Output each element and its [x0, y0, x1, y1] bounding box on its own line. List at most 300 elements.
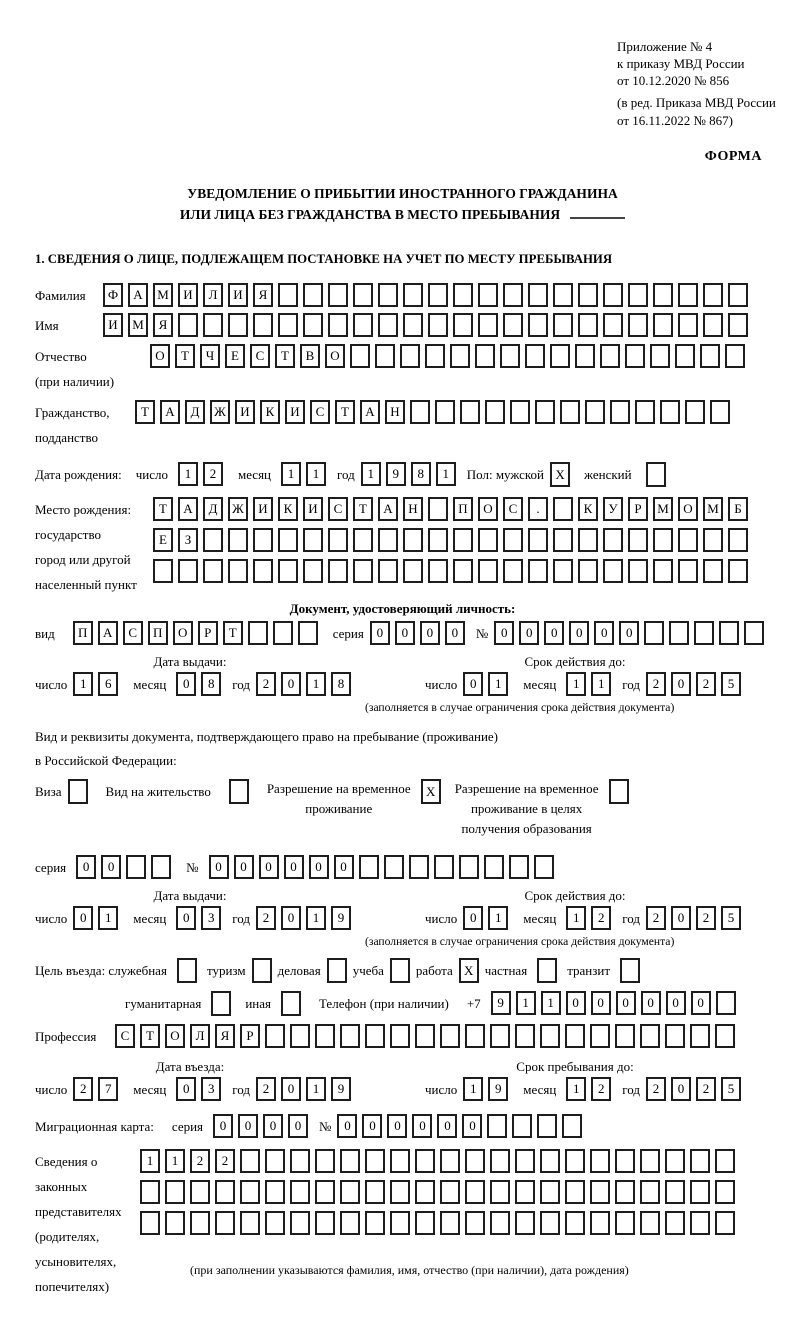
char-cell[interactable]	[690, 1211, 710, 1235]
char-cell[interactable]	[590, 1180, 610, 1204]
char-cell[interactable]	[353, 283, 373, 307]
char-cell[interactable]	[537, 1114, 557, 1138]
char-cell[interactable]	[525, 344, 545, 368]
char-cell[interactable]	[278, 283, 298, 307]
official-checkbox[interactable]	[177, 958, 197, 983]
char-cell[interactable]: 0	[238, 1114, 258, 1138]
char-cell[interactable]	[350, 344, 370, 368]
char-cell[interactable]	[253, 313, 273, 337]
char-cell[interactable]: 0	[671, 1077, 691, 1101]
char-cell[interactable]	[487, 1114, 507, 1138]
char-cell[interactable]	[303, 283, 323, 307]
char-cell[interactable]: 9	[331, 1077, 351, 1101]
char-cell[interactable]: 0	[288, 1114, 308, 1138]
char-cell[interactable]: А	[98, 621, 118, 645]
char-cell[interactable]	[253, 528, 273, 552]
char-cell[interactable]: Ч	[200, 344, 220, 368]
char-cell[interactable]	[190, 1180, 210, 1204]
char-cell[interactable]	[719, 621, 739, 645]
char-cell[interactable]	[653, 283, 673, 307]
char-cell[interactable]: 1	[98, 906, 118, 930]
char-cell[interactable]: 5	[721, 906, 741, 930]
char-cell[interactable]: Д	[185, 400, 205, 424]
char-cell[interactable]	[553, 497, 573, 521]
char-cell[interactable]	[440, 1180, 460, 1204]
char-cell[interactable]: 1	[178, 462, 198, 486]
char-cell[interactable]: И	[103, 313, 123, 337]
char-cell[interactable]	[690, 1024, 710, 1048]
char-cell[interactable]	[653, 313, 673, 337]
char-cell[interactable]	[465, 1180, 485, 1204]
char-cell[interactable]: 0	[309, 855, 329, 879]
char-cell[interactable]: 0	[566, 991, 586, 1015]
char-cell[interactable]: 0	[387, 1114, 407, 1138]
char-cell[interactable]: 0	[569, 621, 589, 645]
char-cell[interactable]	[615, 1180, 635, 1204]
char-cell[interactable]: Л	[190, 1024, 210, 1048]
char-cell[interactable]: 1	[566, 906, 586, 930]
char-cell[interactable]: 0	[412, 1114, 432, 1138]
char-cell[interactable]: О	[150, 344, 170, 368]
char-cell[interactable]: 0	[544, 621, 564, 645]
char-cell[interactable]: 0	[76, 855, 96, 879]
char-cell[interactable]	[590, 1024, 610, 1048]
char-cell[interactable]	[553, 559, 573, 583]
char-cell[interactable]: Т	[223, 621, 243, 645]
char-cell[interactable]: Е	[153, 528, 173, 552]
char-cell[interactable]	[503, 528, 523, 552]
char-cell[interactable]	[650, 344, 670, 368]
char-cell[interactable]	[440, 1149, 460, 1173]
char-cell[interactable]: З	[178, 528, 198, 552]
char-cell[interactable]: 2	[696, 906, 716, 930]
char-cell[interactable]: Т	[175, 344, 195, 368]
char-cell[interactable]: М	[703, 497, 723, 521]
char-cell[interactable]	[298, 621, 318, 645]
char-cell[interactable]	[400, 344, 420, 368]
char-cell[interactable]	[585, 400, 605, 424]
char-cell[interactable]	[215, 1211, 235, 1235]
char-cell[interactable]	[450, 344, 470, 368]
male-checkbox[interactable]: X	[550, 462, 570, 487]
char-cell[interactable]	[178, 559, 198, 583]
char-cell[interactable]: О	[165, 1024, 185, 1048]
char-cell[interactable]: А	[178, 497, 198, 521]
char-cell[interactable]	[265, 1211, 285, 1235]
char-cell[interactable]: 6	[98, 672, 118, 696]
char-cell[interactable]: С	[123, 621, 143, 645]
char-cell[interactable]	[435, 400, 455, 424]
char-cell[interactable]: 1	[306, 672, 326, 696]
char-cell[interactable]: 2	[591, 1077, 611, 1101]
temp-res-checkbox[interactable]: X	[421, 779, 441, 804]
char-cell[interactable]	[690, 1180, 710, 1204]
char-cell[interactable]: 1	[436, 462, 456, 486]
char-cell[interactable]	[365, 1149, 385, 1173]
char-cell[interactable]	[503, 313, 523, 337]
char-cell[interactable]	[725, 344, 745, 368]
char-cell[interactable]	[328, 559, 348, 583]
char-cell[interactable]	[203, 313, 223, 337]
char-cell[interactable]: М	[653, 497, 673, 521]
char-cell[interactable]: 0	[594, 621, 614, 645]
char-cell[interactable]: Б	[728, 497, 748, 521]
char-cell[interactable]	[640, 1211, 660, 1235]
char-cell[interactable]	[365, 1180, 385, 1204]
char-cell[interactable]	[644, 621, 664, 645]
char-cell[interactable]	[715, 1024, 735, 1048]
female-checkbox[interactable]	[646, 462, 666, 487]
char-cell[interactable]	[710, 400, 730, 424]
char-cell[interactable]: 0	[209, 855, 229, 879]
char-cell[interactable]: Я	[153, 313, 173, 337]
char-cell[interactable]: С	[328, 497, 348, 521]
char-cell[interactable]: А	[360, 400, 380, 424]
char-cell[interactable]	[703, 559, 723, 583]
char-cell[interactable]	[715, 1211, 735, 1235]
char-cell[interactable]	[403, 283, 423, 307]
char-cell[interactable]	[390, 1024, 410, 1048]
char-cell[interactable]	[578, 283, 598, 307]
char-cell[interactable]: 0	[334, 855, 354, 879]
char-cell[interactable]: Т	[353, 497, 373, 521]
char-cell[interactable]	[653, 528, 673, 552]
char-cell[interactable]	[328, 283, 348, 307]
char-cell[interactable]: В	[300, 344, 320, 368]
char-cell[interactable]	[403, 528, 423, 552]
char-cell[interactable]	[628, 283, 648, 307]
char-cell[interactable]: Т	[135, 400, 155, 424]
business-checkbox[interactable]	[327, 958, 347, 983]
char-cell[interactable]: 0	[619, 621, 639, 645]
char-cell[interactable]: К	[278, 497, 298, 521]
char-cell[interactable]	[151, 855, 171, 879]
char-cell[interactable]	[503, 283, 523, 307]
char-cell[interactable]	[625, 344, 645, 368]
char-cell[interactable]	[240, 1211, 260, 1235]
char-cell[interactable]	[340, 1180, 360, 1204]
char-cell[interactable]: И	[228, 283, 248, 307]
char-cell[interactable]	[428, 497, 448, 521]
char-cell[interactable]	[453, 559, 473, 583]
char-cell[interactable]: 0	[234, 855, 254, 879]
char-cell[interactable]	[290, 1211, 310, 1235]
char-cell[interactable]: Р	[240, 1024, 260, 1048]
char-cell[interactable]	[500, 344, 520, 368]
char-cell[interactable]: С	[503, 497, 523, 521]
char-cell[interactable]: 0	[370, 621, 390, 645]
char-cell[interactable]: 9	[331, 906, 351, 930]
char-cell[interactable]: О	[478, 497, 498, 521]
char-cell[interactable]	[550, 344, 570, 368]
char-cell[interactable]	[510, 400, 530, 424]
char-cell[interactable]	[640, 1149, 660, 1173]
char-cell[interactable]	[716, 991, 736, 1015]
other-checkbox[interactable]	[281, 991, 301, 1016]
char-cell[interactable]	[303, 559, 323, 583]
char-cell[interactable]	[628, 313, 648, 337]
char-cell[interactable]: И	[235, 400, 255, 424]
char-cell[interactable]: 0	[101, 855, 121, 879]
char-cell[interactable]	[578, 559, 598, 583]
char-cell[interactable]	[628, 528, 648, 552]
char-cell[interactable]	[694, 621, 714, 645]
char-cell[interactable]	[540, 1024, 560, 1048]
char-cell[interactable]	[490, 1211, 510, 1235]
char-cell[interactable]	[453, 528, 473, 552]
char-cell[interactable]: 5	[721, 672, 741, 696]
char-cell[interactable]: О	[173, 621, 193, 645]
char-cell[interactable]: 0	[445, 621, 465, 645]
char-cell[interactable]: 9	[491, 991, 511, 1015]
char-cell[interactable]: 0	[337, 1114, 357, 1138]
char-cell[interactable]	[390, 1211, 410, 1235]
char-cell[interactable]: 0	[462, 1114, 482, 1138]
char-cell[interactable]: 2	[256, 906, 276, 930]
char-cell[interactable]	[303, 313, 323, 337]
char-cell[interactable]	[478, 528, 498, 552]
char-cell[interactable]: 0	[671, 672, 691, 696]
char-cell[interactable]: 0	[176, 672, 196, 696]
char-cell[interactable]: 8	[411, 462, 431, 486]
char-cell[interactable]: К	[260, 400, 280, 424]
char-cell[interactable]	[278, 528, 298, 552]
char-cell[interactable]	[378, 313, 398, 337]
char-cell[interactable]	[560, 400, 580, 424]
char-cell[interactable]	[465, 1211, 485, 1235]
char-cell[interactable]: 1	[591, 672, 611, 696]
char-cell[interactable]	[660, 400, 680, 424]
char-cell[interactable]: 1	[140, 1149, 160, 1173]
char-cell[interactable]	[365, 1211, 385, 1235]
char-cell[interactable]: 0	[281, 906, 301, 930]
visa-checkbox[interactable]	[68, 779, 88, 804]
char-cell[interactable]	[490, 1024, 510, 1048]
char-cell[interactable]: 8	[331, 672, 351, 696]
char-cell[interactable]	[603, 559, 623, 583]
char-cell[interactable]	[615, 1149, 635, 1173]
char-cell[interactable]	[365, 1024, 385, 1048]
char-cell[interactable]	[534, 855, 554, 879]
char-cell[interactable]: К	[578, 497, 598, 521]
char-cell[interactable]	[315, 1024, 335, 1048]
char-cell[interactable]	[728, 283, 748, 307]
char-cell[interactable]	[390, 1149, 410, 1173]
private-checkbox[interactable]	[537, 958, 557, 983]
char-cell[interactable]	[640, 1180, 660, 1204]
char-cell[interactable]: 0	[591, 991, 611, 1015]
char-cell[interactable]	[715, 1149, 735, 1173]
char-cell[interactable]	[484, 855, 504, 879]
char-cell[interactable]	[375, 344, 395, 368]
char-cell[interactable]: Р	[198, 621, 218, 645]
char-cell[interactable]	[440, 1024, 460, 1048]
char-cell[interactable]	[290, 1149, 310, 1173]
char-cell[interactable]	[603, 283, 623, 307]
char-cell[interactable]: 0	[519, 621, 539, 645]
char-cell[interactable]: 2	[696, 672, 716, 696]
char-cell[interactable]	[126, 855, 146, 879]
char-cell[interactable]	[575, 344, 595, 368]
char-cell[interactable]: 1	[281, 462, 301, 486]
char-cell[interactable]	[428, 528, 448, 552]
char-cell[interactable]	[328, 528, 348, 552]
char-cell[interactable]	[528, 528, 548, 552]
char-cell[interactable]: П	[453, 497, 473, 521]
char-cell[interactable]	[465, 1024, 485, 1048]
char-cell[interactable]	[315, 1211, 335, 1235]
char-cell[interactable]: 0	[463, 672, 483, 696]
char-cell[interactable]: Н	[403, 497, 423, 521]
char-cell[interactable]	[359, 855, 379, 879]
char-cell[interactable]	[478, 313, 498, 337]
char-cell[interactable]: 0	[259, 855, 279, 879]
char-cell[interactable]: Ж	[210, 400, 230, 424]
char-cell[interactable]	[490, 1149, 510, 1173]
char-cell[interactable]	[278, 313, 298, 337]
char-cell[interactable]: 1	[306, 1077, 326, 1101]
char-cell[interactable]	[565, 1180, 585, 1204]
char-cell[interactable]: 2	[591, 906, 611, 930]
char-cell[interactable]	[603, 528, 623, 552]
char-cell[interactable]	[340, 1024, 360, 1048]
char-cell[interactable]: 0	[281, 1077, 301, 1101]
char-cell[interactable]: 0	[176, 906, 196, 930]
char-cell[interactable]	[384, 855, 404, 879]
char-cell[interactable]	[512, 1114, 532, 1138]
char-cell[interactable]	[415, 1024, 435, 1048]
char-cell[interactable]	[515, 1211, 535, 1235]
char-cell[interactable]	[153, 559, 173, 583]
char-cell[interactable]: Д	[203, 497, 223, 521]
char-cell[interactable]	[425, 344, 445, 368]
char-cell[interactable]: 2	[646, 906, 666, 930]
char-cell[interactable]	[578, 528, 598, 552]
char-cell[interactable]: М	[128, 313, 148, 337]
char-cell[interactable]: Я	[215, 1024, 235, 1048]
char-cell[interactable]: О	[678, 497, 698, 521]
char-cell[interactable]	[744, 621, 764, 645]
char-cell[interactable]	[700, 344, 720, 368]
char-cell[interactable]	[565, 1211, 585, 1235]
char-cell[interactable]: П	[148, 621, 168, 645]
char-cell[interactable]	[675, 344, 695, 368]
char-cell[interactable]: Т	[275, 344, 295, 368]
char-cell[interactable]	[665, 1024, 685, 1048]
char-cell[interactable]	[590, 1149, 610, 1173]
char-cell[interactable]	[635, 400, 655, 424]
char-cell[interactable]	[665, 1149, 685, 1173]
char-cell[interactable]: 2	[215, 1149, 235, 1173]
char-cell[interactable]: 2	[256, 672, 276, 696]
char-cell[interactable]: 0	[616, 991, 636, 1015]
char-cell[interactable]	[565, 1149, 585, 1173]
char-cell[interactable]	[553, 283, 573, 307]
char-cell[interactable]	[678, 559, 698, 583]
char-cell[interactable]	[140, 1211, 160, 1235]
char-cell[interactable]	[190, 1211, 210, 1235]
char-cell[interactable]	[265, 1180, 285, 1204]
char-cell[interactable]	[248, 621, 268, 645]
char-cell[interactable]	[228, 313, 248, 337]
char-cell[interactable]	[228, 528, 248, 552]
char-cell[interactable]	[562, 1114, 582, 1138]
char-cell[interactable]: 1	[516, 991, 536, 1015]
temp-res-edu-checkbox[interactable]	[609, 779, 629, 804]
char-cell[interactable]	[378, 528, 398, 552]
char-cell[interactable]: У	[603, 497, 623, 521]
char-cell[interactable]: 1	[541, 991, 561, 1015]
char-cell[interactable]: 0	[691, 991, 711, 1015]
char-cell[interactable]	[390, 1180, 410, 1204]
char-cell[interactable]	[140, 1180, 160, 1204]
char-cell[interactable]: 0	[73, 906, 93, 930]
char-cell[interactable]	[228, 559, 248, 583]
char-cell[interactable]: 7	[98, 1077, 118, 1101]
char-cell[interactable]	[434, 855, 454, 879]
char-cell[interactable]	[353, 528, 373, 552]
char-cell[interactable]: Н	[385, 400, 405, 424]
char-cell[interactable]	[428, 313, 448, 337]
char-cell[interactable]	[253, 559, 273, 583]
char-cell[interactable]	[265, 1024, 285, 1048]
char-cell[interactable]	[728, 313, 748, 337]
char-cell[interactable]	[240, 1180, 260, 1204]
char-cell[interactable]: 0	[420, 621, 440, 645]
char-cell[interactable]: 3	[201, 906, 221, 930]
char-cell[interactable]	[215, 1180, 235, 1204]
char-cell[interactable]	[415, 1211, 435, 1235]
char-cell[interactable]: 9	[386, 462, 406, 486]
char-cell[interactable]	[528, 559, 548, 583]
char-cell[interactable]	[340, 1211, 360, 1235]
char-cell[interactable]	[303, 528, 323, 552]
char-cell[interactable]: 0	[494, 621, 514, 645]
char-cell[interactable]: 2	[203, 462, 223, 486]
char-cell[interactable]: Т	[335, 400, 355, 424]
char-cell[interactable]: 2	[646, 672, 666, 696]
char-cell[interactable]: О	[325, 344, 345, 368]
char-cell[interactable]: 1	[463, 1077, 483, 1101]
char-cell[interactable]: 2	[256, 1077, 276, 1101]
char-cell[interactable]	[315, 1180, 335, 1204]
char-cell[interactable]	[265, 1149, 285, 1173]
char-cell[interactable]	[553, 528, 573, 552]
char-cell[interactable]	[240, 1149, 260, 1173]
char-cell[interactable]: 9	[488, 1077, 508, 1101]
char-cell[interactable]	[678, 528, 698, 552]
char-cell[interactable]: Л	[203, 283, 223, 307]
char-cell[interactable]	[459, 855, 479, 879]
char-cell[interactable]	[278, 559, 298, 583]
char-cell[interactable]	[615, 1211, 635, 1235]
char-cell[interactable]	[460, 400, 480, 424]
char-cell[interactable]	[653, 559, 673, 583]
char-cell[interactable]: 0	[671, 906, 691, 930]
char-cell[interactable]	[610, 400, 630, 424]
char-cell[interactable]	[415, 1149, 435, 1173]
char-cell[interactable]	[515, 1180, 535, 1204]
residence-permit-checkbox[interactable]	[229, 779, 249, 804]
char-cell[interactable]	[290, 1180, 310, 1204]
char-cell[interactable]: 0	[263, 1114, 283, 1138]
char-cell[interactable]: С	[310, 400, 330, 424]
char-cell[interactable]: 1	[165, 1149, 185, 1173]
char-cell[interactable]	[728, 559, 748, 583]
char-cell[interactable]: 1	[566, 672, 586, 696]
char-cell[interactable]	[678, 283, 698, 307]
char-cell[interactable]	[290, 1024, 310, 1048]
